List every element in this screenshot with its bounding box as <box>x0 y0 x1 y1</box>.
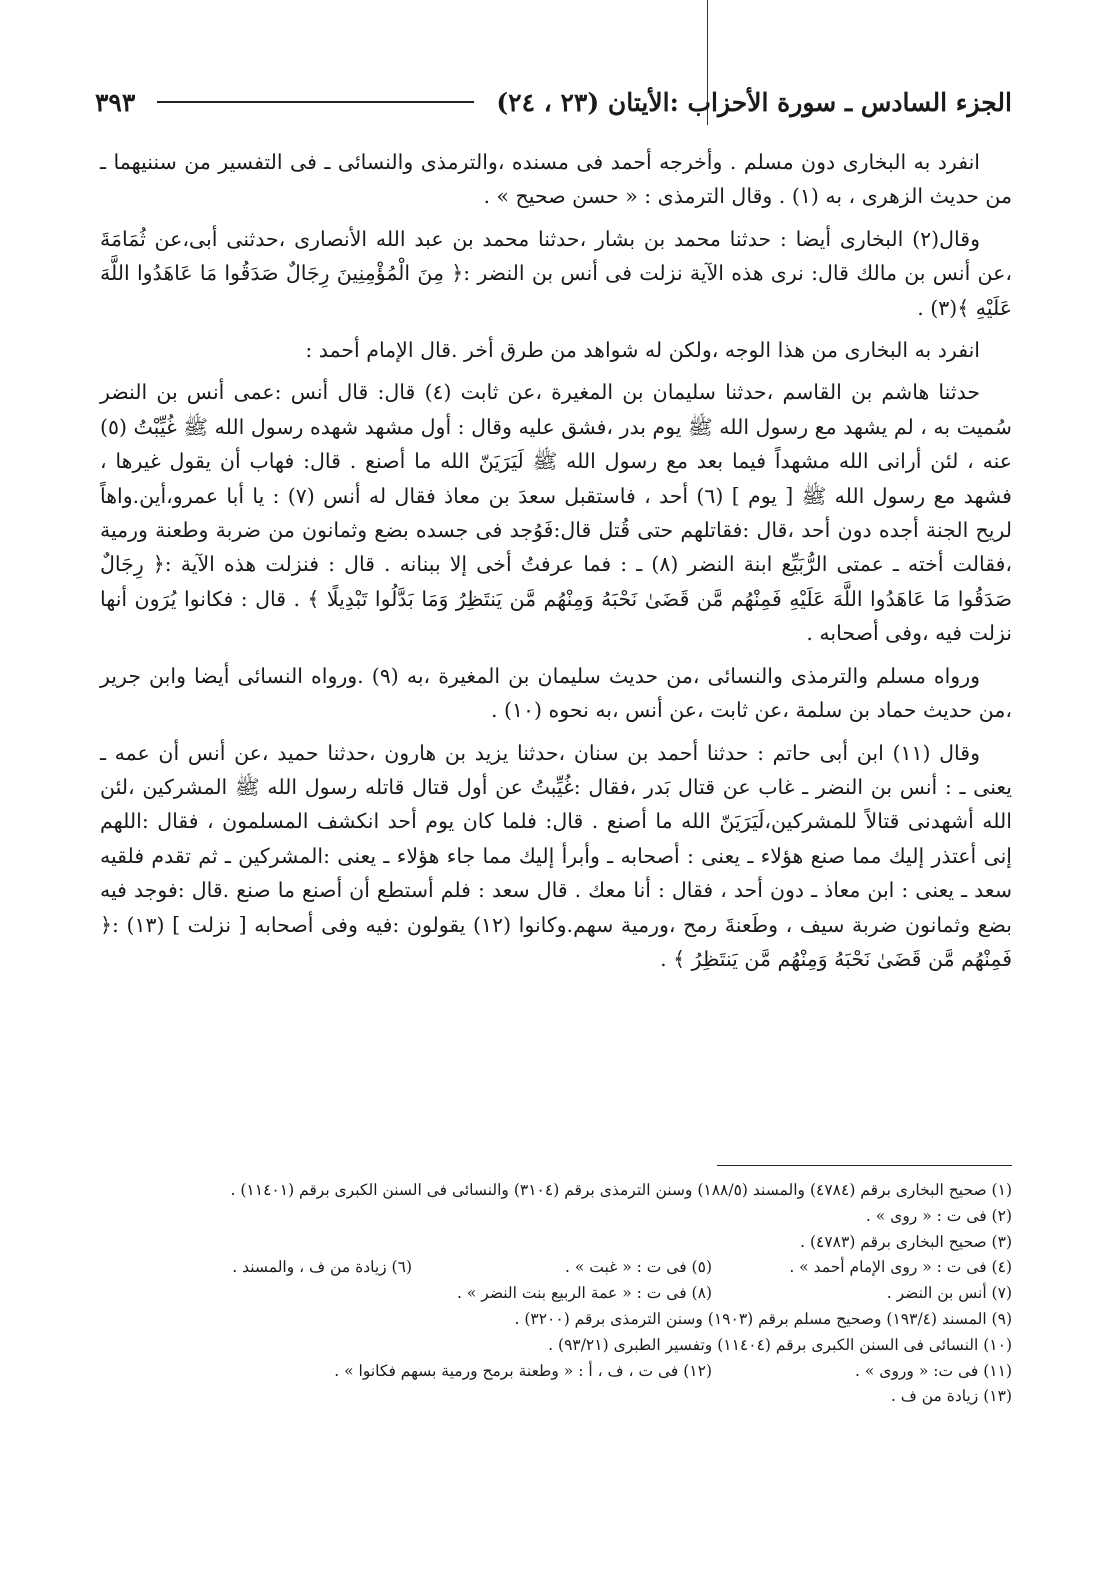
footnote: (٢) فى ت : « روى » . <box>865 1206 1012 1225</box>
footnote-row <box>100 1230 1012 1256</box>
footnote: (٥) فى ت : « غبت » . <box>565 1258 712 1277</box>
page-number: ٣٩٣ <box>95 87 136 117</box>
footnote-row <box>100 1384 1012 1410</box>
footnote: (٦) زيادة من ف ، والمسند . <box>232 1258 412 1277</box>
footnote: (٤) فى ت : « روى الإمام أحمد » . <box>789 1258 1012 1277</box>
footnote: (١٢) فى ت ، ف ، أ : « وطعنة برمح ورمية بسهم فكانوا » . <box>334 1361 712 1380</box>
footnote: (٩) المسند (١٩٣/٤) وصحيح مسلم برقم (١٩٠٣) وسنن الترمذى برقم (٣٢٠٠) . <box>514 1309 1012 1328</box>
footnote-row <box>100 1333 1012 1359</box>
footnote: (١) صحيح البخارى برقم (٤٧٨٤) والمسند (١٨٨/٥) وسنن الترمذى برقم (٣١٠٤) والنسائى فى السنن الكبرى برقم (١١٤٠١) . <box>230 1181 1012 1199</box>
paragraph: انفرد به البخارى دون مسلم . وأخرجه أحمد فى مسنده ،والترمذى والنسائى ـ فى التفسير من سننيهما ـ من حديث الزهرى ، به (١) . وقال الترمذى : « حسن صحيح » . <box>100 150 1012 209</box>
paragraph: انفرد به البخارى من هذا الوجه ،ولكن له شواهد من طرق أخر .قال الإمام أحمد : <box>305 338 980 363</box>
footnote-row <box>100 1307 1012 1333</box>
main-text <box>100 145 1012 984</box>
running-header <box>95 82 1012 122</box>
paragraph: ورواه مسلم والترمذى والنسائى ،من حديث سليمان بن المغيرة ،به (٩) .ورواه النسائى أيضا وابن جرير ،من حديث حماد بن سلمة ،عن ثابت ،عن أنس ،به نحوه (١٠) . <box>100 663 1012 723</box>
footnote-separator <box>717 1165 1012 1166</box>
footnote-row <box>100 1204 1012 1230</box>
footnote-row <box>100 1178 1012 1204</box>
footnote: (١٣) زيادة من ف . <box>890 1387 1012 1406</box>
footnote-row <box>100 1281 1012 1307</box>
footnote: (٨) فى ت : « عمة الربيع بنت النضر » . <box>457 1284 712 1303</box>
paragraph: وقال (١١) ابن أبى حاتم : حدثنا أحمد بن سنان ،حدثنا يزيد بن هارون ،حدثنا حميد ،عن أنس أن عمه ـ يعنى ـ : أنس بن النضر ـ غاب عن قتال بَدر ،فقال :غُيِّبتُ عن أول قتال قاتله رسول الله ﷺ المشركين ،لئن الله أشهدنى قتالاً للمشركين،لَيَرَيَنّ الله ما أصنع . قال: فلما كان يوم أحد انكشف المسلمون ، فقال :اللهم إنى أعتذر إليك مما صنع هؤلاء ـ يعنى : أصحابه ـ وأبرأ إليك مما جاء هؤلاء ـ يعنى :المشركين ـ ثم تقدم فلقيه سعد ـ يعنى : ابن معاذ ـ دون أحد ، فقال : أنا معك . قال سعد : فلم أستطع أن أصنع ما صنع .قال :فوجد فيه بضع وثمانون ضربة سيف ، وطَعنةَ رمح ،ورمية سهم.وكانوا (١٢) يقولون :فيه وفى أصحابه [ نزلت ] (١٣) :﴿ فَمِنْهُم مَّن قَضَىٰ نَحْبَهُ وَمِنْهُم مَّن يَنتَظِرُ ﴾ . <box>100 740 1012 971</box>
header-rule <box>157 101 474 103</box>
running-title: الجزء السادس ـ سورة الأحزاب :الأيتان (٢٣ ، ٢٤) <box>496 87 1012 117</box>
footnote: (٣) صحيح البخارى برقم (٤٧٨٣) . <box>800 1232 1012 1251</box>
footnote-row <box>100 1359 1012 1385</box>
paragraph: وقال(٢) البخارى أيضا : حدثنا محمد بن بشار ،حدثنا محمد بن عبد الله الأنصارى ،حدثنى أبى،عن ثُمَامَةَ ،عن أنس بن مالك قال: نرى هذه الآية نزلت فى أنس بن النضر :﴿ مِنَ الْمُؤْمِنِينَ رِجَالٌ صَدَقُوا مَا عَاهَدُوا اللَّهَ عَلَيْهِ ﴾(٣) . <box>100 226 1012 320</box>
footnote: (١٠) النسائى فى السنن الكبرى برقم (١١٤٠٤) وتفسير الطبرى (٩٣/٢١) . <box>548 1335 1012 1354</box>
footnotes <box>100 1178 1012 1410</box>
footnote: (٧) أنس بن النضر . <box>886 1284 1012 1303</box>
footnote: (١١) فى ت: « وروى » . <box>855 1361 1012 1380</box>
paragraph: حدثنا هاشم بن القاسم ،حدثنا سليمان بن المغيرة ،عن ثابت (٤) قال: قال أنس :عمى أنس بن النضر سُميت به ، لم يشهد مع رسول الله ﷺ يوم بدر ،فشق عليه وقال : أول مشهد شهده رسول الله ﷺ غُيِّبْتُ (٥) عنه ، لئن أرانى الله مشهداً فيما بعد مع رسول الله ﷺ لَيَرَيَنّ الله ما أصنع . قال: فهاب أن يقول غيرها ، فشهد مع رسول الله ﷺ [ يوم ] (٦) أحد ، فاستقبل سعدَ بن معاذ فقال له أنس (٧) : يا أبا عمرو،أين.واهاً لريح الجنة أجده دون أحد ،قال :فقاتلهم حتى قُتل قال:فَوُجد فى جسده بضع وثمانون من ضربة وطعنة ورمية ،فقالت أخته ـ عمتى الرُّبَيِّع ابنة النضر (٨) ـ : فما عرفتُ أخى إلا ببنانه . قال : فنزلت هذه الآية :﴿ رِجَالٌ صَدَقُوا مَا عَاهَدُوا اللَّهَ عَلَيْهِ فَمِنْهُم مَّن قَضَىٰ نَحْبَهُ وَمِنْهُم مَّن يَنتَظِرُ وَمَا بَدَّلُوا تَبْدِيلًا ﴾ . قال : فكانوا يُرَون أنها نزلت فيه ،وفى أصحابه . <box>100 380 1013 646</box>
footnote-row <box>100 1255 1012 1281</box>
